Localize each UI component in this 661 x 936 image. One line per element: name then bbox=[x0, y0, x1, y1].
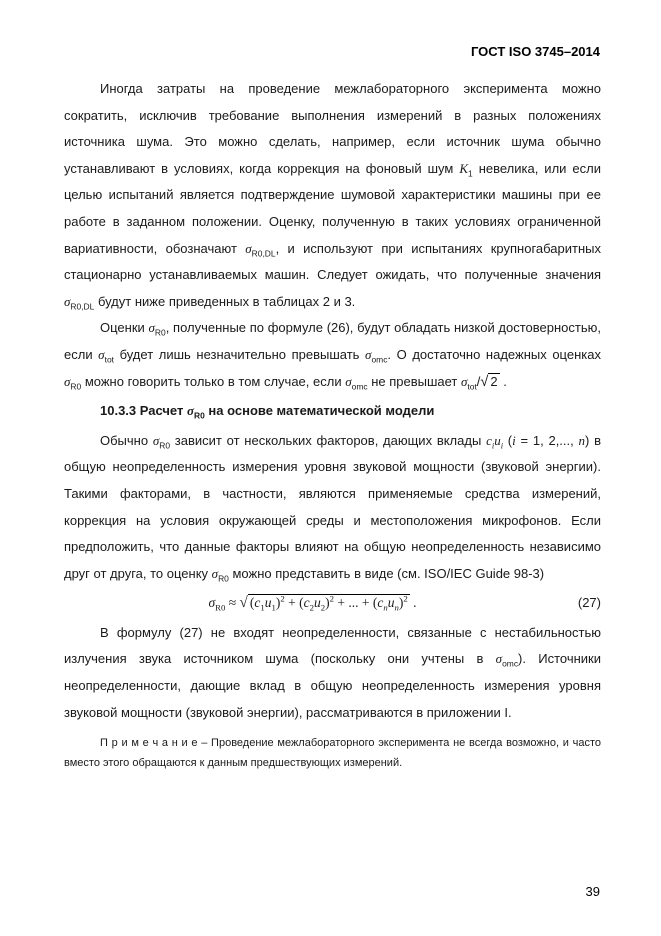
page-number: 39 bbox=[585, 884, 600, 899]
paragraph-4: В формулу (27) не входят неопределенности, связанные с нестабильностью излучения звука источником шума (поскольку они учтены в $\sigma_{omc}$). Источники неопределенности, дающие вклад в общую неопределенность измерения уровня звуковой мощности (звуковой энергии), рассматриваются в приложении I. bbox=[64, 624, 602, 720]
paragraph-3: Обычно $\sigma_{R0}$ зависит от нескольких факторов, дающих вклады $c_iu_i$ (i = 1, 2,..., n) в общую неопределенность измерения уровня звуковой мощности (звуковой энергии). Такими факторами, в частности, являются применяемые средства измерений, коррекция на условия окружающей среды и местоположения микрофонов. Если предположить, что данные факторы влияют на общую неопределенность независимо друг от друга, то оценку $\sigma_{R0}$ можно представить в виде (см. ISO/IEC Guide 98-3) bbox=[64, 432, 602, 584]
paragraph-1: Иногда затраты на проведение межлабораторного эксперимента можно сократить, исключив требование выполнения измерений в разных положениях источника шума. Это можно сделать, например, если источник шума обычно устанавливают в условиях, когда коррекция на фоновый шум $K_1$ невелика, или если целью испытаний является подтверждение шумовой характеристики машины при ее работе в заданном положении. Оценку, полученную в таких условиях ограниченной вариативности, обозначают $\sigma_{R0,DL}$, и используют при испытаниях крупногабаритных стационарно устанавливаемых машин. Следует ожидать, что полученные значения $\sigma_{R0,DL}$ будут ниже приведенных в таблицах 2 и 3. bbox=[64, 81, 601, 312]
document-body bbox=[64, 76, 601, 773]
radical: √ $(c_1u_1)^2 + (c_2u_2)^2$ + ... + $(c_nu_n)^2$ bbox=[239, 593, 408, 613]
formula-27 bbox=[64, 590, 601, 617]
section-heading-10-3-3: 10.3.3 Расчет $\sigma_{R0}$ на основе математической модели bbox=[100, 403, 435, 421]
document-header: ГОСТ ISO 3745–2014 bbox=[470, 44, 600, 59]
note-text: П р и м е ч а н и е – Проведение межлабораторного эксперимента не всегда возможно, и часто вместо этого обращаются к данным предшествующих измерений. bbox=[64, 737, 601, 770]
formula-number: (27) bbox=[577, 595, 601, 611]
formula-expression: $\sigma_{R0}$ ≈ √ $(c_1u_1)^2 + (c_2u_2)^2$ + ... + $(c_nu_n)^2$ . bbox=[208, 593, 417, 613]
paragraph-2: Оценки $\sigma_{R0}$, полученные по формуле (26), будут обладать низкой достоверностью, если $\sigma_{tot}$ будет лишь незначительно превышать $\sigma_{omc}$. О достаточно надежных оценках $\sigma_{R0}$ можно говорить только в том случае, если $\sigma_{omc}$ не превышает $\sigma_{tot}/√$ 2 . bbox=[64, 320, 601, 392]
radical: √ 2 bbox=[480, 373, 498, 390]
